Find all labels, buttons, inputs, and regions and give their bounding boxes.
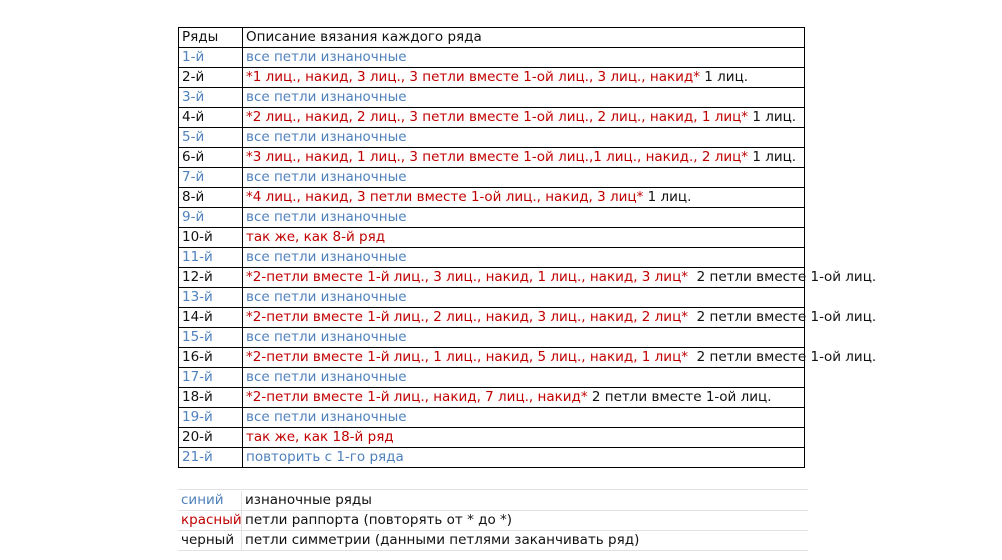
repeat-instructions: все петли изнаночные bbox=[246, 409, 407, 425]
row-description-cell[interactable] bbox=[243, 328, 805, 348]
row-description-cell[interactable] bbox=[243, 448, 805, 468]
row-description-cell[interactable] bbox=[243, 288, 805, 308]
table-row bbox=[179, 448, 805, 468]
table-row bbox=[179, 108, 805, 128]
row-number-cell[interactable] bbox=[179, 288, 243, 308]
row-description-cell[interactable] bbox=[243, 48, 805, 68]
symmetry-stitches: 1 лиц. bbox=[748, 109, 797, 125]
legend-color-label[interactable]: синий bbox=[178, 491, 242, 511]
table-row bbox=[179, 208, 805, 228]
repeat-instructions: все петли изнаночные bbox=[246, 129, 407, 145]
repeat-instructions: *2-петли вместе 1-й лиц., накид, 7 лиц., накид* bbox=[246, 389, 588, 405]
knitting-pattern-sheet bbox=[178, 27, 877, 551]
table-row bbox=[179, 288, 805, 308]
row-description-cell[interactable] bbox=[243, 208, 805, 228]
row-number: 10-й bbox=[182, 229, 213, 245]
repeat-instructions: все петли изнаночные bbox=[246, 89, 407, 105]
table-row bbox=[179, 148, 805, 168]
row-number: 4-й bbox=[182, 109, 205, 125]
repeat-instructions: так же, как 18-й ряд bbox=[246, 429, 394, 445]
row-number: 18-й bbox=[182, 389, 213, 405]
repeat-instructions: *3 лиц., накид, 1 лиц., 3 петли вместе 1-ой лиц.,1 лиц., накид., 2 лиц* bbox=[246, 149, 749, 165]
legend-color-label[interactable]: красный bbox=[178, 511, 242, 531]
row-number-cell[interactable] bbox=[179, 248, 243, 268]
table-row bbox=[179, 368, 805, 388]
row-number: 8-й bbox=[182, 189, 205, 205]
row-number-cell[interactable] bbox=[179, 448, 243, 468]
row-number: 11-й bbox=[182, 249, 213, 265]
row-number-cell[interactable] bbox=[179, 388, 243, 408]
row-number-cell[interactable] bbox=[179, 228, 243, 248]
repeat-instructions: повторить с 1-го ряда bbox=[246, 449, 404, 465]
row-description-cell[interactable] bbox=[243, 348, 877, 368]
row-description-cell[interactable] bbox=[243, 248, 805, 268]
row-number-cell[interactable] bbox=[179, 328, 243, 348]
row-number: 16-й bbox=[182, 349, 213, 365]
row-number: 2-й bbox=[182, 69, 205, 85]
row-number: 1-й bbox=[182, 49, 205, 65]
table-row bbox=[179, 128, 805, 148]
row-number: 21-й bbox=[182, 449, 213, 465]
symmetry-stitches: 2 петли вместе 1-ой лиц. bbox=[688, 349, 877, 365]
row-description-cell[interactable] bbox=[243, 228, 805, 248]
table-row bbox=[179, 268, 805, 288]
symmetry-stitches: 1 лиц. bbox=[748, 149, 797, 165]
symmetry-stitches: 1 лиц. bbox=[700, 69, 749, 85]
row-description-cell[interactable] bbox=[243, 148, 805, 168]
row-number: 3-й bbox=[182, 89, 205, 105]
spacer bbox=[178, 468, 808, 489]
table-row bbox=[179, 328, 805, 348]
legend-row bbox=[178, 491, 808, 511]
row-number: 17-й bbox=[182, 369, 213, 385]
repeat-instructions: *1 лиц., накид, 3 лиц., 3 петли вместе 1-ой лиц., 3 лиц., накид* bbox=[246, 69, 700, 85]
row-number-cell[interactable] bbox=[179, 428, 243, 448]
header-rows-cell[interactable]: Ряды bbox=[179, 28, 243, 48]
row-number: 5-й bbox=[182, 129, 205, 145]
symmetry-stitches: 2 петли вместе 1-ой лиц. bbox=[587, 389, 772, 405]
repeat-instructions: все петли изнаночные bbox=[246, 49, 407, 65]
row-number-cell[interactable] bbox=[179, 88, 243, 108]
row-number-cell[interactable] bbox=[179, 208, 243, 228]
symmetry-stitches: 2 петли вместе 1-ой лиц. bbox=[688, 269, 877, 285]
table-row bbox=[179, 308, 805, 328]
table-row bbox=[179, 428, 805, 448]
symmetry-stitches: 2 петли вместе 1-ой лиц. bbox=[688, 309, 877, 325]
repeat-instructions: все петли изнаночные bbox=[246, 209, 407, 225]
repeat-instructions: все петли изнаночные bbox=[246, 169, 407, 185]
legend-row bbox=[178, 511, 808, 531]
row-number-cell[interactable] bbox=[179, 408, 243, 428]
table-row bbox=[179, 388, 805, 408]
legend-row bbox=[178, 531, 808, 551]
row-description-cell[interactable] bbox=[243, 388, 805, 408]
row-number-cell[interactable] bbox=[179, 168, 243, 188]
repeat-instructions: *2-петли вместе 1-й лиц., 1 лиц., накид, 5 лиц., накид, 1 лиц* bbox=[246, 349, 689, 365]
row-number: 19-й bbox=[182, 409, 213, 425]
row-number-cell[interactable] bbox=[179, 48, 243, 68]
legend-description[interactable]: изнаночные ряды bbox=[242, 491, 809, 511]
row-number-cell[interactable] bbox=[179, 268, 243, 288]
row-number: 20-й bbox=[182, 429, 213, 445]
row-description-cell[interactable] bbox=[243, 168, 805, 188]
row-description-cell[interactable] bbox=[243, 428, 805, 448]
repeat-instructions: так же, как 8-й ряд bbox=[246, 229, 386, 245]
repeat-instructions: все петли изнаночные bbox=[246, 289, 407, 305]
table-header-row bbox=[179, 28, 805, 48]
row-number: 14-й bbox=[182, 309, 213, 325]
repeat-instructions: все петли изнаночные bbox=[246, 329, 407, 345]
row-number-cell[interactable] bbox=[179, 148, 243, 168]
symmetry-stitches: 1 лиц. bbox=[643, 189, 692, 205]
legend-description[interactable]: петли симметрии (данными петлями заканчивать ряд) bbox=[242, 531, 809, 551]
row-description-cell[interactable] bbox=[243, 268, 877, 288]
row-number: 9-й bbox=[182, 209, 205, 225]
row-description-cell[interactable] bbox=[243, 308, 877, 328]
legend-description[interactable]: петли раппорта (повторять от * до *) bbox=[242, 511, 809, 531]
table-row bbox=[179, 48, 805, 68]
row-description-cell[interactable] bbox=[243, 128, 805, 148]
row-number-cell[interactable] bbox=[179, 308, 243, 328]
legend-color-label[interactable]: черный bbox=[178, 531, 242, 551]
row-number: 15-й bbox=[182, 329, 213, 345]
table-row bbox=[179, 248, 805, 268]
repeat-instructions: *4 лиц., накид, 3 петли вместе 1-ой лиц., накид, 3 лиц* bbox=[246, 189, 644, 205]
repeat-instructions: все петли изнаночные bbox=[246, 249, 407, 265]
legend-table bbox=[178, 491, 808, 551]
repeat-instructions: *2-петли вместе 1-й лиц., 3 лиц., накид, 1 лиц., накид, 3 лиц* bbox=[246, 269, 689, 285]
row-description-cell[interactable] bbox=[243, 68, 805, 88]
row-number-cell[interactable] bbox=[179, 68, 243, 88]
row-number: 12-й bbox=[182, 269, 213, 285]
row-number-cell[interactable] bbox=[179, 108, 243, 128]
repeat-instructions: *2-петли вместе 1-й лиц., 2 лиц., накид, 3 лиц., накид, 2 лиц* bbox=[246, 309, 689, 325]
row-description-cell[interactable] bbox=[243, 108, 805, 128]
row-number: 6-й bbox=[182, 149, 205, 165]
repeat-instructions: *2 лиц., накид, 2 лиц., 3 петли вместе 1-ой лиц., 2 лиц., накид, 1 лиц* bbox=[246, 109, 749, 125]
row-description-cell[interactable] bbox=[243, 188, 805, 208]
row-number-cell[interactable] bbox=[179, 348, 243, 368]
row-number: 7-й bbox=[182, 169, 205, 185]
table-row bbox=[179, 168, 805, 188]
table-row bbox=[179, 408, 805, 428]
pattern-table bbox=[178, 27, 877, 468]
table-row bbox=[179, 188, 805, 208]
table-row bbox=[179, 228, 805, 248]
row-description-cell[interactable] bbox=[243, 408, 805, 428]
table-row bbox=[179, 348, 805, 368]
header-description-cell[interactable]: Описание вязания каждого ряда bbox=[243, 28, 805, 48]
table-row bbox=[179, 88, 805, 108]
row-number-cell[interactable] bbox=[179, 128, 243, 148]
row-description-cell[interactable] bbox=[243, 88, 805, 108]
repeat-instructions: все петли изнаночные bbox=[246, 369, 407, 385]
row-description-cell[interactable] bbox=[243, 368, 805, 388]
row-number: 13-й bbox=[182, 289, 213, 305]
row-number-cell[interactable] bbox=[179, 368, 243, 388]
table-row bbox=[179, 68, 805, 88]
row-number-cell[interactable] bbox=[179, 188, 243, 208]
